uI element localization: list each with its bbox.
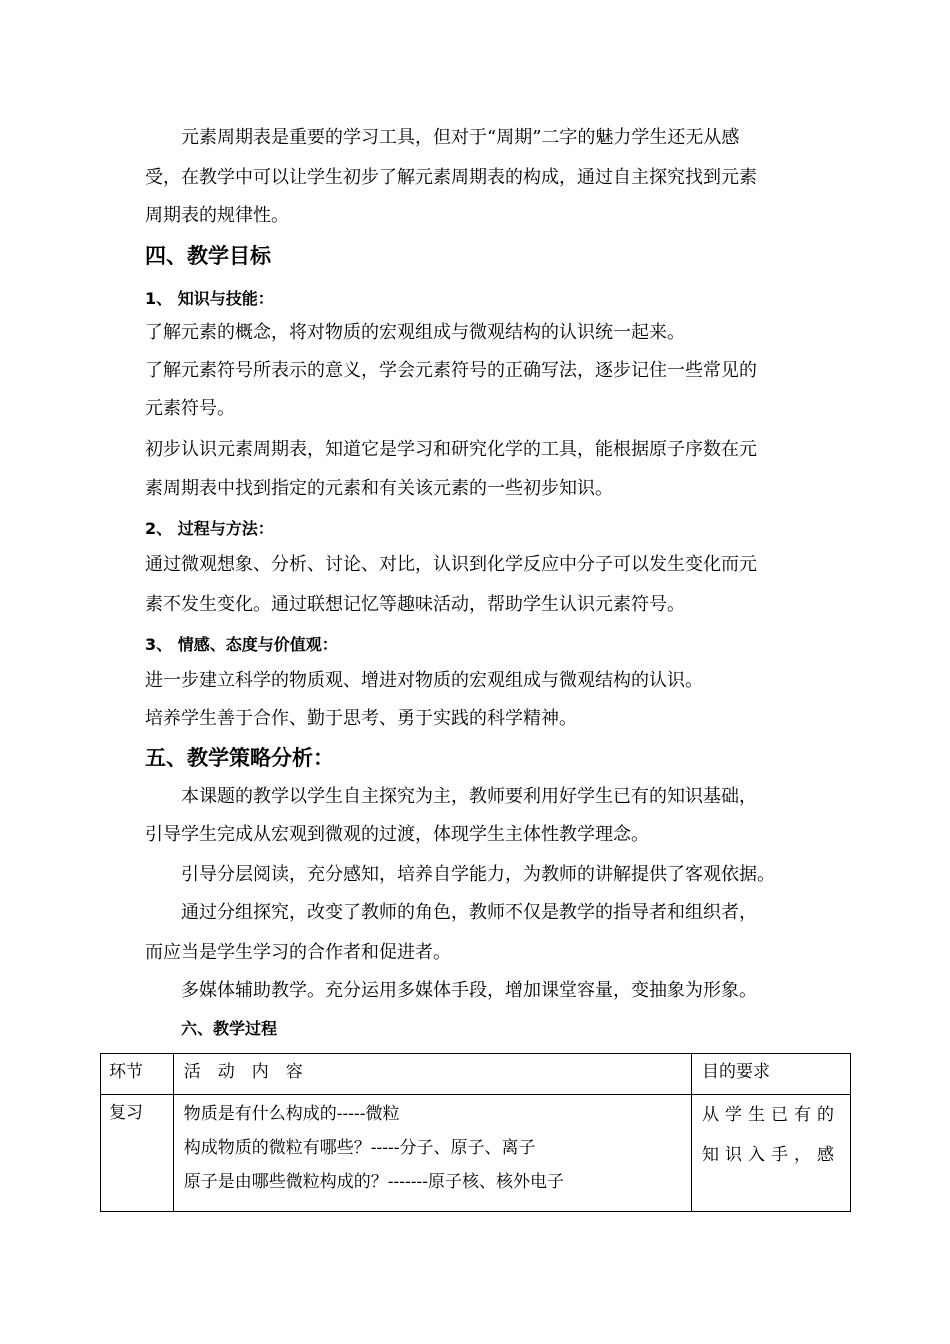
section4-sub3-heading: 3、 情感、态度与价值观： bbox=[145, 635, 338, 654]
header-stage: 环节 bbox=[101, 1054, 174, 1095]
header-activities: 活 动 内 容 bbox=[173, 1054, 691, 1095]
knowledge-line-5: 素周期表中找到指定的元素和有关该元素的一些初步知识。 bbox=[145, 478, 613, 499]
row-goals bbox=[691, 1095, 850, 1212]
strategy-line-4: 通过分组探究，改变了教师的角色，教师不仅是教学的指导者和组织者， bbox=[181, 902, 757, 923]
knowledge-line-2: 了解元素符号所表示的意义，学会元素符号的正确写法，逐步记住一些常见的 bbox=[145, 360, 757, 381]
activity-line-2: 构成物质的微粒有哪些？-----分子、原子、离子 bbox=[183, 1138, 536, 1158]
strategy-line-5: 而应当是学生学习的合作者和促进者。 bbox=[145, 942, 451, 963]
strategy-line-6: 多媒体辅助教学。充分运用多媒体手段，增加课堂容量，变抽象为形象。 bbox=[181, 980, 757, 1001]
section4-heading: 四、教学目标 bbox=[145, 244, 271, 268]
section4-sub2-heading: 2、 过程与方法： bbox=[145, 519, 274, 538]
table-header-row bbox=[101, 1054, 851, 1095]
strategy-line-3: 引导分层阅读，充分感知，培养自学能力，为教师的讲解提供了客观依据。 bbox=[181, 864, 775, 885]
row-activities bbox=[173, 1095, 691, 1212]
strategy-line-2: 引导学生完成从宏观到微观的过渡，体现学生主体性教学理念。 bbox=[145, 824, 649, 845]
knowledge-line-1: 了解元素的概念，将对物质的宏观组成与微观结构的认识统一起来。 bbox=[145, 322, 685, 343]
process-line-1: 通过微观想象、分析、讨论、对比，认识到化学反应中分子可以发生变化而元 bbox=[145, 554, 757, 575]
intro-line-3: 周期表的规律性。 bbox=[145, 205, 289, 226]
row-stage: 复习 bbox=[101, 1095, 174, 1212]
section4-sub1-heading: 1、 知识与技能： bbox=[145, 289, 274, 308]
attitude-line-1: 进一步建立科学的物质观、增进对物质的宏观组成与微观结构的认识。 bbox=[145, 670, 703, 691]
goal-line-2: 知识入手，感 bbox=[701, 1145, 840, 1165]
knowledge-line-4: 初步认识元素周期表，知道它是学习和研究化学的工具，能根据原子序数在元 bbox=[145, 439, 757, 460]
goal-line-1: 从学生已有的 bbox=[701, 1105, 840, 1125]
knowledge-line-3: 元素符号。 bbox=[145, 398, 235, 419]
section6-heading: 六、教学过程 bbox=[181, 1019, 278, 1038]
process-line-2: 素不发生变化。通过联想记忆等趣味活动，帮助学生认识元素符号。 bbox=[145, 594, 685, 615]
section5-heading: 五、教学策略分析： bbox=[145, 746, 334, 770]
teaching-process-table bbox=[100, 1053, 851, 1212]
intro-line-2: 受，在教学中可以让学生初步了解元素周期表的构成，通过自主探究找到元素 bbox=[145, 167, 757, 188]
activity-line-1: 物质是有什么构成的-----微粒 bbox=[183, 1104, 400, 1124]
activity-line-3: 原子是由哪些微粒构成的？-------原子核、核外电子 bbox=[183, 1172, 564, 1192]
header-goals: 目的要求 bbox=[691, 1054, 850, 1095]
intro-line-1: 元素周期表是重要的学习工具，但对于“周期”二字的魅力学生还无从感 bbox=[181, 127, 740, 148]
strategy-line-1: 本课题的教学以学生自主探究为主，教师要利用好学生已有的知识基础， bbox=[181, 786, 757, 807]
table-row bbox=[101, 1095, 851, 1212]
attitude-line-2: 培养学生善于合作、勤于思考、勇于实践的科学精神。 bbox=[145, 708, 577, 729]
